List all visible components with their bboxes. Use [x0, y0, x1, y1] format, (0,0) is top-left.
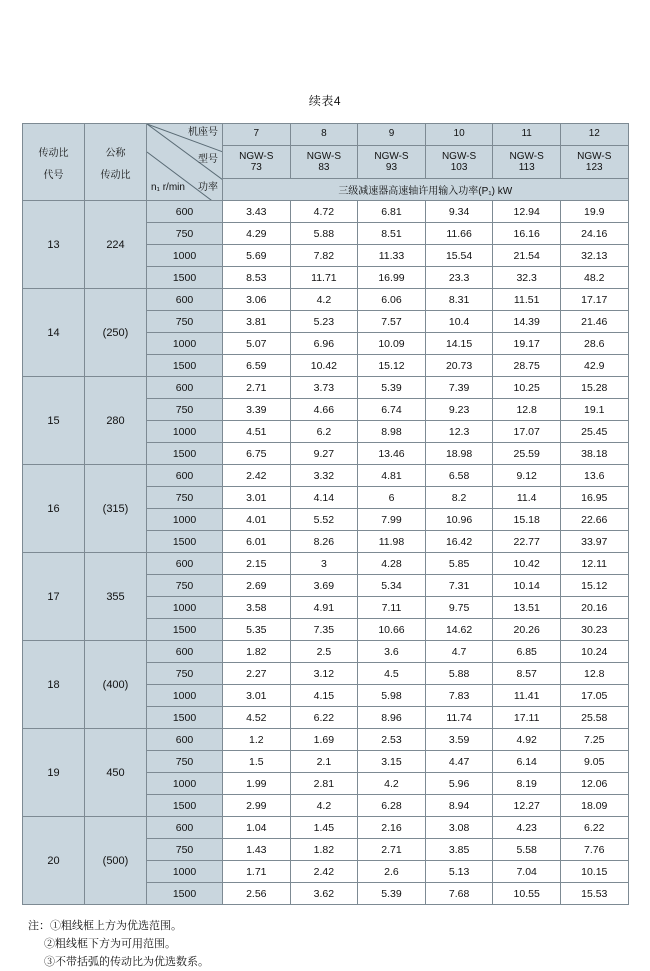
speed-value: 750 [147, 839, 223, 861]
nominal-ratio: (250) [85, 289, 147, 377]
power-value: 18.98 [425, 443, 493, 465]
power-value: 2.1 [290, 751, 358, 773]
power-value: 5.35 [223, 619, 291, 641]
power-value: 3.59 [425, 729, 493, 751]
power-value: 9.05 [560, 751, 628, 773]
power-value: 1.99 [223, 773, 291, 795]
power-value: 4.14 [290, 487, 358, 509]
power-value: 3.43 [223, 201, 291, 223]
footnote-2: ②粗线框下方为可用范围。 [44, 938, 176, 951]
power-value: 28.75 [493, 355, 561, 377]
power-value: 15.12 [560, 575, 628, 597]
power-value: 11.41 [493, 685, 561, 707]
frame-number-7: 7 [223, 124, 291, 146]
ratio-code: 13 [23, 201, 85, 289]
power-value: 5.34 [358, 575, 426, 597]
power-value: 4.29 [223, 223, 291, 245]
speed-value: 600 [147, 465, 223, 487]
speed-value: 1000 [147, 421, 223, 443]
speed-value: 1000 [147, 333, 223, 355]
table-row [23, 201, 629, 223]
power-value: 4.72 [290, 201, 358, 223]
frame-number-11: 11 [493, 124, 561, 146]
speed-value: 600 [147, 641, 223, 663]
nominal-ratio: (315) [85, 465, 147, 553]
power-value: 8.2 [425, 487, 493, 509]
power-value: 28.6 [560, 333, 628, 355]
footnote-1: 注：①粗线框上方为优选范围。 [28, 920, 182, 932]
speed-value: 600 [147, 817, 223, 839]
power-value: 11.74 [425, 707, 493, 729]
power-value: 2.5 [290, 641, 358, 663]
ratio-code: 15 [23, 377, 85, 465]
power-value: 19.1 [560, 399, 628, 421]
power-value: 8.96 [358, 707, 426, 729]
power-value: 12.94 [493, 201, 561, 223]
frame-number-10: 10 [425, 124, 493, 146]
power-value: 22.77 [493, 531, 561, 553]
power-value: 5.07 [223, 333, 291, 355]
power-value: 8.19 [493, 773, 561, 795]
model-cell-7: NGW-S 73 [223, 146, 291, 179]
power-value: 16.95 [560, 487, 628, 509]
power-value: 8.51 [358, 223, 426, 245]
power-value: 4.2 [290, 795, 358, 817]
power-value: 10.55 [493, 883, 561, 905]
power-value: 10.24 [560, 641, 628, 663]
footnotes [28, 917, 628, 971]
notes-label: 注： [28, 920, 50, 932]
power-value: 7.76 [560, 839, 628, 861]
power-value: 12.27 [493, 795, 561, 817]
table-row [23, 641, 629, 663]
power-value: 5.39 [358, 377, 426, 399]
nominal-ratio: 224 [85, 201, 147, 289]
frame-number-8: 8 [290, 124, 358, 146]
power-value: 3.6 [358, 641, 426, 663]
power-value: 14.62 [425, 619, 493, 641]
power-value: 4.01 [223, 509, 291, 531]
power-value: 9.34 [425, 201, 493, 223]
frame-number-9: 9 [358, 124, 426, 146]
power-value: 7.35 [290, 619, 358, 641]
power-value: 12.3 [425, 421, 493, 443]
power-value: 1.43 [223, 839, 291, 861]
table-row [23, 465, 629, 487]
speed-value: 1500 [147, 707, 223, 729]
power-value: 5.52 [290, 509, 358, 531]
power-value: 6.06 [358, 289, 426, 311]
speed-value: 750 [147, 751, 223, 773]
power-value: 7.82 [290, 245, 358, 267]
power-value: 9.75 [425, 597, 493, 619]
speed-value: 750 [147, 575, 223, 597]
power-value: 15.12 [358, 355, 426, 377]
power-value: 5.13 [425, 861, 493, 883]
power-value: 10.96 [425, 509, 493, 531]
power-value: 7.31 [425, 575, 493, 597]
power-value: 3.81 [223, 311, 291, 333]
speed-value: 750 [147, 311, 223, 333]
speed-value: 1500 [147, 883, 223, 905]
power-value: 15.18 [493, 509, 561, 531]
power-value: 8.94 [425, 795, 493, 817]
power-value: 2.6 [358, 861, 426, 883]
power-value: 6.59 [223, 355, 291, 377]
table-header [23, 124, 629, 201]
power-value: 11.98 [358, 531, 426, 553]
table-row [23, 377, 629, 399]
speed-value: 750 [147, 663, 223, 685]
power-value: 13.46 [358, 443, 426, 465]
speed-value: 600 [147, 289, 223, 311]
frame-label: 机座号 [188, 127, 218, 138]
power-value: 2.71 [358, 839, 426, 861]
power-value: 6.01 [223, 531, 291, 553]
speed-value: 1500 [147, 355, 223, 377]
power-table [22, 123, 629, 905]
table-body [23, 201, 629, 905]
power-value: 10.15 [560, 861, 628, 883]
power-value: 15.53 [560, 883, 628, 905]
power-value: 17.05 [560, 685, 628, 707]
power-value: 20.16 [560, 597, 628, 619]
power-value: 48.2 [560, 267, 628, 289]
power-value: 3.58 [223, 597, 291, 619]
power-value: 7.83 [425, 685, 493, 707]
header-corner-diagonal [147, 124, 223, 201]
frame-number-12: 12 [560, 124, 628, 146]
power-value: 3.01 [223, 487, 291, 509]
power-value: 15.28 [560, 377, 628, 399]
power-value: 6.28 [358, 795, 426, 817]
power-value: 14.15 [425, 333, 493, 355]
power-value: 25.58 [560, 707, 628, 729]
power-value: 4.52 [223, 707, 291, 729]
power-value: 19.9 [560, 201, 628, 223]
power-value: 21.46 [560, 311, 628, 333]
nominal-ratio: 355 [85, 553, 147, 641]
power-value: 6.22 [560, 817, 628, 839]
power-value: 3.85 [425, 839, 493, 861]
power-value: 6.22 [290, 707, 358, 729]
speed-value: 600 [147, 553, 223, 575]
power-value: 7.57 [358, 311, 426, 333]
power-value: 4.5 [358, 663, 426, 685]
ratio-code-line2: 代号 [43, 170, 64, 181]
power-value: 3.06 [223, 289, 291, 311]
power-value: 4.47 [425, 751, 493, 773]
power-value: 30.23 [560, 619, 628, 641]
power-value: 4.2 [358, 773, 426, 795]
power-value: 33.97 [560, 531, 628, 553]
nominal-line2: 传动比 [100, 170, 131, 181]
power-value: 1.71 [223, 861, 291, 883]
speed-value: 1000 [147, 773, 223, 795]
power-value: 19.17 [493, 333, 561, 355]
power-value: 2.99 [223, 795, 291, 817]
power-value: 1.5 [223, 751, 291, 773]
power-value: 2.42 [223, 465, 291, 487]
speed-value: 1000 [147, 861, 223, 883]
table-row [23, 729, 629, 751]
power-value: 5.96 [425, 773, 493, 795]
power-value: 5.23 [290, 311, 358, 333]
power-value: 11.66 [425, 223, 493, 245]
power-value: 5.85 [425, 553, 493, 575]
speed-value: 750 [147, 223, 223, 245]
power-value: 7.39 [425, 377, 493, 399]
power-value: 1.82 [223, 641, 291, 663]
power-label: 功率 [198, 182, 218, 193]
power-value: 2.69 [223, 575, 291, 597]
power-value: 25.59 [493, 443, 561, 465]
power-value: 6.81 [358, 201, 426, 223]
speed-value: 1000 [147, 685, 223, 707]
speed-value: 600 [147, 377, 223, 399]
nominal-line1: 公称 [105, 148, 126, 159]
table-row [23, 289, 629, 311]
power-value: 21.54 [493, 245, 561, 267]
model-cell-9: NGW-S 93 [358, 146, 426, 179]
speed-value: 1500 [147, 531, 223, 553]
power-value: 38.18 [560, 443, 628, 465]
model-cell-8: NGW-S 83 [290, 146, 358, 179]
speed-value: 1500 [147, 795, 223, 817]
ratio-code: 17 [23, 553, 85, 641]
power-value: 12.8 [560, 663, 628, 685]
power-value: 4.92 [493, 729, 561, 751]
nominal-ratio: (500) [85, 817, 147, 905]
power-value: 3.39 [223, 399, 291, 421]
power-value: 7.99 [358, 509, 426, 531]
power-value: 42.9 [560, 355, 628, 377]
header-nominal-ratio [85, 124, 147, 201]
speed-value: 1500 [147, 443, 223, 465]
power-value: 2.42 [290, 861, 358, 883]
power-value: 7.25 [560, 729, 628, 751]
power-value: 5.39 [358, 883, 426, 905]
speed-value: 600 [147, 201, 223, 223]
ratio-code: 18 [23, 641, 85, 729]
power-value: 9.27 [290, 443, 358, 465]
power-value: 11.51 [493, 289, 561, 311]
nominal-ratio: 450 [85, 729, 147, 817]
model-cell-12: NGW-S 123 [560, 146, 628, 179]
power-value: 5.98 [358, 685, 426, 707]
power-value: 5.88 [425, 663, 493, 685]
power-value: 2.56 [223, 883, 291, 905]
table-row [23, 553, 629, 575]
power-value: 10.4 [425, 311, 493, 333]
power-value: 4.7 [425, 641, 493, 663]
power-value: 5.58 [493, 839, 561, 861]
power-value: 2.16 [358, 817, 426, 839]
power-value: 11.71 [290, 267, 358, 289]
table-row [23, 817, 629, 839]
speed-value: 1000 [147, 245, 223, 267]
power-value: 2.71 [223, 377, 291, 399]
power-value: 16.42 [425, 531, 493, 553]
footnote-3: ③不带括弧的传动比为优选数系。 [44, 956, 209, 969]
power-value: 22.66 [560, 509, 628, 531]
power-span-header: 三级减速器高速轴许用输入功率(P₁) kW [223, 179, 629, 201]
power-value: 3.32 [290, 465, 358, 487]
nominal-ratio: 280 [85, 377, 147, 465]
power-value: 3 [290, 553, 358, 575]
speed-value: 1500 [147, 267, 223, 289]
power-value: 3.15 [358, 751, 426, 773]
power-value: 18.09 [560, 795, 628, 817]
power-value: 10.25 [493, 377, 561, 399]
power-value: 17.11 [493, 707, 561, 729]
power-value: 7.68 [425, 883, 493, 905]
ratio-code: 19 [23, 729, 85, 817]
power-value: 24.16 [560, 223, 628, 245]
power-value: 2.15 [223, 553, 291, 575]
power-value: 2.81 [290, 773, 358, 795]
power-value: 8.98 [358, 421, 426, 443]
power-value: 1.82 [290, 839, 358, 861]
power-value: 32.3 [493, 267, 561, 289]
power-value: 20.73 [425, 355, 493, 377]
power-value: 10.14 [493, 575, 561, 597]
speed-value: 600 [147, 729, 223, 751]
power-value: 3.62 [290, 883, 358, 905]
table-container [22, 123, 628, 905]
power-value: 6.14 [493, 751, 561, 773]
power-value: 12.8 [493, 399, 561, 421]
power-value: 1.45 [290, 817, 358, 839]
ratio-code: 14 [23, 289, 85, 377]
power-value: 8.53 [223, 267, 291, 289]
power-value: 4.28 [358, 553, 426, 575]
ratio-code-line1: 传动比 [38, 148, 69, 159]
power-value: 1.04 [223, 817, 291, 839]
power-value: 8.57 [493, 663, 561, 685]
diagonal-divider-icon [23, 124, 85, 201]
power-value: 9.23 [425, 399, 493, 421]
ratio-code: 16 [23, 465, 85, 553]
power-value: 3.69 [290, 575, 358, 597]
power-value: 4.2 [290, 289, 358, 311]
power-value: 4.81 [358, 465, 426, 487]
power-value: 10.42 [493, 553, 561, 575]
power-value: 16.16 [493, 223, 561, 245]
power-value: 6.58 [425, 465, 493, 487]
power-value: 20.26 [493, 619, 561, 641]
power-value: 12.11 [560, 553, 628, 575]
power-value: 9.12 [493, 465, 561, 487]
power-value: 15.54 [425, 245, 493, 267]
power-value: 10.66 [358, 619, 426, 641]
power-value: 13.6 [560, 465, 628, 487]
nominal-ratio: (400) [85, 641, 147, 729]
speed-value: 750 [147, 399, 223, 421]
power-value: 10.42 [290, 355, 358, 377]
power-value: 25.45 [560, 421, 628, 443]
power-value: 2.27 [223, 663, 291, 685]
header-ratio-code [23, 124, 85, 201]
speed-label: n₁ r/min [151, 182, 185, 193]
power-value: 23.3 [425, 267, 493, 289]
power-value: 11.33 [358, 245, 426, 267]
power-value: 11.4 [493, 487, 561, 509]
power-value: 10.09 [358, 333, 426, 355]
power-value: 6.2 [290, 421, 358, 443]
power-value: 4.23 [493, 817, 561, 839]
power-value: 6.85 [493, 641, 561, 663]
speed-value: 1000 [147, 597, 223, 619]
power-value: 3.08 [425, 817, 493, 839]
power-value: 3.01 [223, 685, 291, 707]
power-value: 6.96 [290, 333, 358, 355]
power-value: 16.99 [358, 267, 426, 289]
power-value: 13.51 [493, 597, 561, 619]
power-value: 6.75 [223, 443, 291, 465]
power-value: 8.26 [290, 531, 358, 553]
power-value: 4.91 [290, 597, 358, 619]
power-value: 2.53 [358, 729, 426, 751]
model-cell-10: NGW-S 103 [425, 146, 493, 179]
power-value: 32.13 [560, 245, 628, 267]
power-value: 14.39 [493, 311, 561, 333]
power-value: 4.51 [223, 421, 291, 443]
speed-value: 1000 [147, 509, 223, 531]
power-value: 4.15 [290, 685, 358, 707]
ratio-code: 20 [23, 817, 85, 905]
power-value: 12.06 [560, 773, 628, 795]
power-value: 17.07 [493, 421, 561, 443]
power-value: 5.69 [223, 245, 291, 267]
power-value: 6.74 [358, 399, 426, 421]
power-value: 17.17 [560, 289, 628, 311]
power-value: 5.88 [290, 223, 358, 245]
page-title: 续表4 [308, 94, 342, 108]
power-value: 3.12 [290, 663, 358, 685]
model-cell-11: NGW-S 113 [493, 146, 561, 179]
power-value: 4.66 [290, 399, 358, 421]
speed-value: 750 [147, 487, 223, 509]
power-value: 6 [358, 487, 426, 509]
power-value: 8.31 [425, 289, 493, 311]
power-value: 7.04 [493, 861, 561, 883]
power-value: 1.69 [290, 729, 358, 751]
speed-value: 1500 [147, 619, 223, 641]
power-value: 3.73 [290, 377, 358, 399]
power-value: 1.2 [223, 729, 291, 751]
power-value: 7.11 [358, 597, 426, 619]
model-label: 型号 [198, 154, 218, 165]
